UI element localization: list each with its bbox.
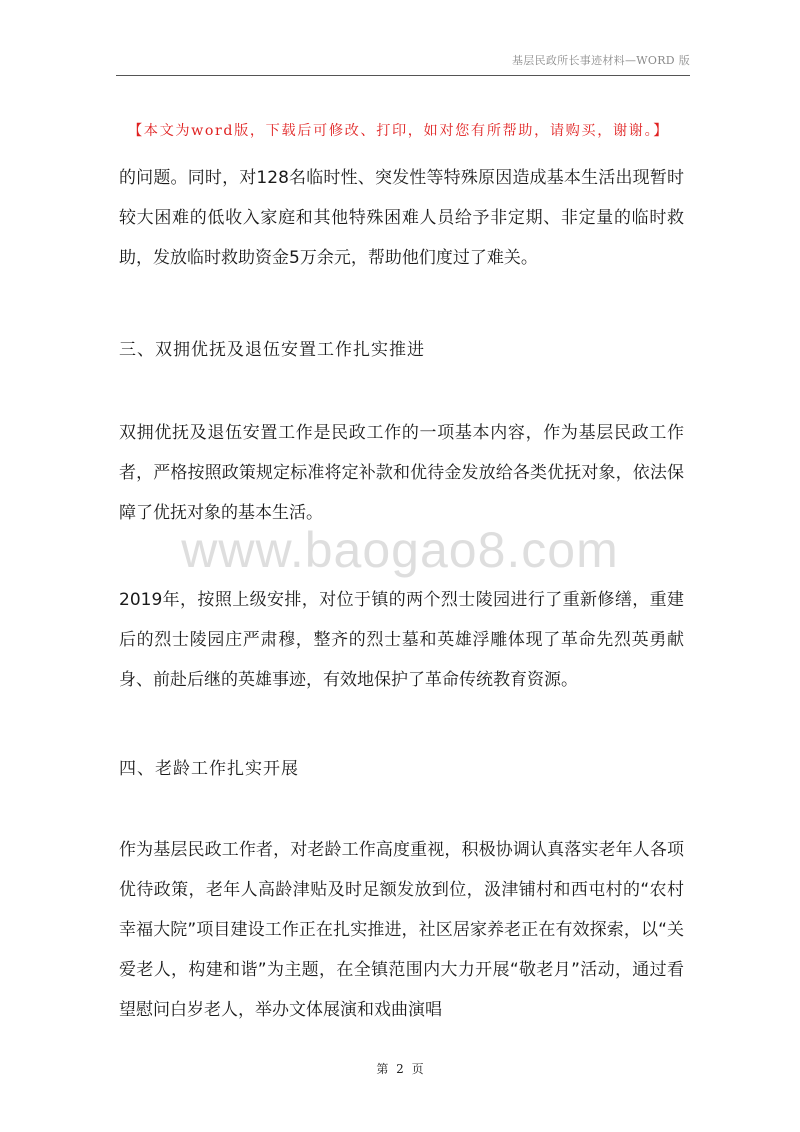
paragraph-martyrs-cemetery: 2019年，按照上级安排，对位于镇的两个烈士陵园进行了重新修缮，重建后的烈士陵园庄严肃穆，整齐的烈士墓和英雄浮雕体现了革命先烈英勇献身、前赴后继的英雄事迹，有效地保护了革命传统教育资源。: [119, 590, 684, 690]
paragraph-preferential-care: 双拥优抚及退伍安置工作是民政工作的一项基本内容，作为基层民政工作者，严格按照政策规定标准将定补款和优待金发放给各类优抚对象，依法保障了优抚对象的基本生活。: [119, 423, 684, 523]
watermark: www.baogao8.com: [181, 522, 619, 578]
section-heading-4: 四、老龄工作扎实开展: [119, 759, 299, 779]
header-divider: [116, 75, 690, 76]
download-notice: 【本文为word版，下载后可修改、打印，如对您有所帮助，请购买，谢谢。】: [128, 123, 670, 139]
paragraph-relief-assistance: 的问题。同时，对128名临时性、突发性等特殊原因造成基本生活出现暂时较大困难的低收入家庭和其他特殊困难人员给予非定期、非定量的临时救助，发放临时救助资金5万余元，帮助他们度过了难关。: [119, 168, 684, 268]
page-header: [116, 52, 690, 68]
header-title: 基层民政所长事迹材料—WORD 版: [511, 54, 690, 67]
paragraph-elderly-work: 作为基层民政工作者，对老龄工作高度重视，积极协调认真落实老年人各项优待政策，老年人高龄津贴及时足额发放到位，汲津铺村和西屯村的“农村幸福大院”项目建设工作正在扎实推进，社区居家养老正在有效探索，以“关爱老人，构建和谐”为主题，在全镇范围内大力开展“敬老月”活动，通过看望慰问白岁老人，举办文体展演和戏曲演唱: [119, 840, 684, 1020]
page-number: 第 2 页: [376, 1062, 424, 1076]
section-heading-3: 三、双拥优抚及退伍安置工作扎实推进: [119, 340, 425, 360]
